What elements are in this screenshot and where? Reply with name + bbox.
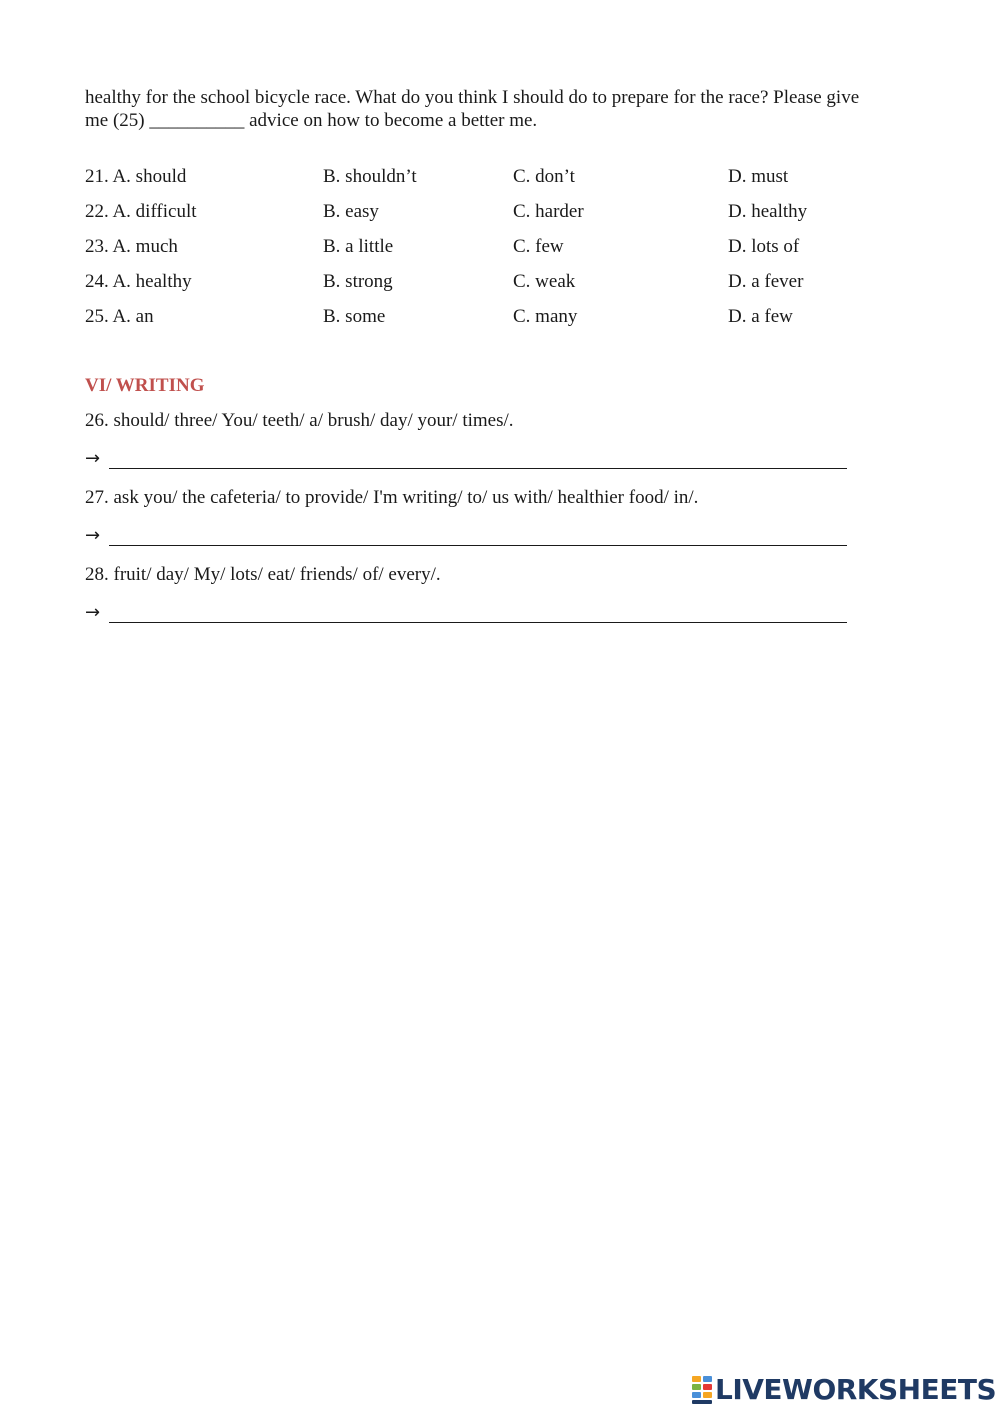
logo-block-1	[692, 1376, 701, 1382]
writing-question-28: 28. fruit/ day/ My/ lots/ eat/ friends/ of/ every/.	[85, 564, 441, 585]
logo-block-5	[692, 1392, 701, 1398]
option-21-b[interactable]: B. shouldn’t	[323, 166, 417, 187]
answer-line-28[interactable]	[85, 602, 847, 626]
liveworksheets-logo	[692, 1374, 996, 1406]
multiple-choice-options	[85, 166, 885, 341]
logo-block-7	[692, 1400, 712, 1404]
passage-line-1: healthy for the school bicycle race. What do you think I should do to prepare for the race? Please give	[85, 87, 860, 108]
answer-line-27[interactable]	[85, 525, 847, 549]
logo-block-3	[692, 1384, 701, 1390]
option-22-a[interactable]: 22. A. difficult	[85, 201, 197, 222]
liveworksheets-logo-icon	[692, 1376, 712, 1404]
question-25-options	[85, 306, 885, 341]
arrow-icon: →	[85, 602, 101, 623]
writing-question-27: 27. ask you/ the cafeteria/ to provide/ I'm writing/ to/ us with/ healthier food/ in/.	[85, 487, 699, 508]
arrow-icon: →	[85, 525, 101, 546]
writing-question-26: 26. should/ three/ You/ teeth/ a/ brush/ day/ your/ times/.	[85, 410, 514, 431]
answer-line-26[interactable]	[85, 448, 847, 472]
question-22-options	[85, 201, 885, 236]
option-23-d[interactable]: D. lots of	[728, 236, 800, 257]
writing-section-title: VI/ WRITING	[85, 375, 205, 396]
option-25-c[interactable]: C. many	[513, 306, 578, 327]
option-24-b[interactable]: B. strong	[323, 271, 393, 292]
reading-passage	[85, 86, 920, 132]
liveworksheets-logo-text: LIVEWORKSHEETS	[715, 1373, 997, 1406]
option-25-a[interactable]: 25. A. an	[85, 306, 154, 327]
question-23-options	[85, 236, 885, 271]
option-21-c[interactable]: C. don’t	[513, 166, 575, 187]
answer-blank-26[interactable]	[109, 468, 847, 469]
option-23-c[interactable]: C. few	[513, 236, 564, 257]
option-22-b[interactable]: B. easy	[323, 201, 379, 222]
question-24-options	[85, 271, 885, 306]
option-21-a[interactable]: 21. A. should	[85, 166, 187, 187]
answer-blank-28[interactable]	[109, 622, 847, 623]
question-21-options	[85, 166, 885, 201]
arrow-icon: →	[85, 448, 101, 469]
option-23-a[interactable]: 23. A. much	[85, 236, 178, 257]
option-23-b[interactable]: B. a little	[323, 236, 394, 257]
option-22-c[interactable]: C. harder	[513, 201, 584, 222]
option-22-d[interactable]: D. healthy	[728, 201, 808, 222]
option-21-d[interactable]: D. must	[728, 166, 789, 187]
logo-block-6	[703, 1392, 712, 1398]
logo-block-2	[703, 1376, 712, 1382]
logo-block-4	[703, 1384, 712, 1390]
option-25-b[interactable]: B. some	[323, 306, 386, 327]
answer-blank-27[interactable]	[109, 545, 847, 546]
passage-line-2: me (25) __________ advice on how to become a better me.	[85, 110, 538, 131]
option-25-d[interactable]: D. a few	[728, 306, 793, 327]
option-24-d[interactable]: D. a fever	[728, 271, 804, 292]
option-24-a[interactable]: 24. A. healthy	[85, 271, 192, 292]
option-24-c[interactable]: C. weak	[513, 271, 576, 292]
